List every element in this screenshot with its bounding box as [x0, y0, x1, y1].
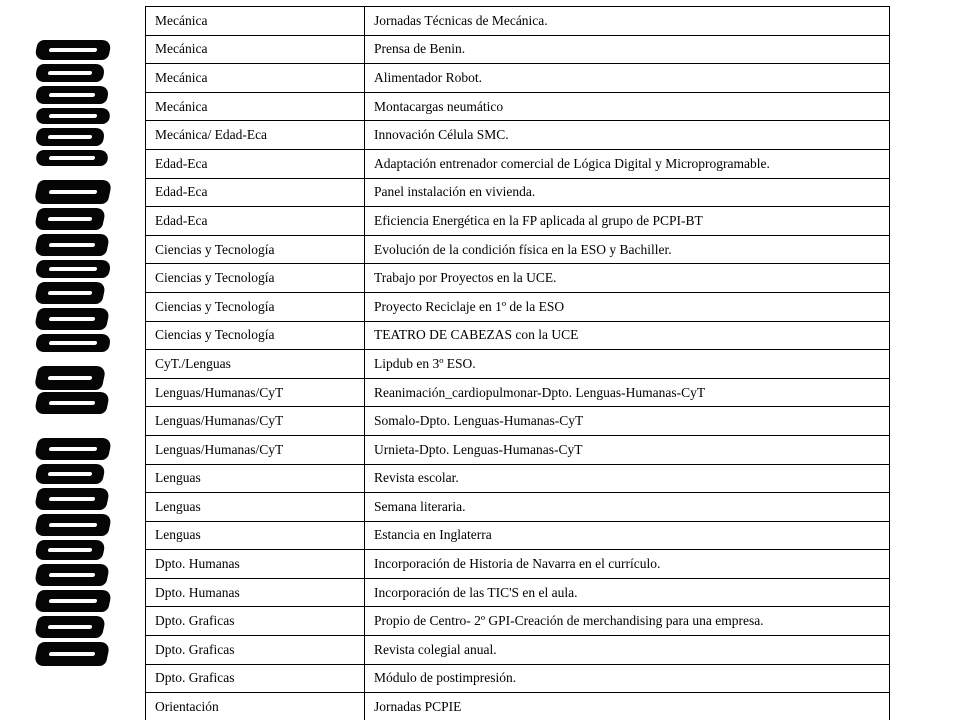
project-cell: Revista escolar.	[365, 464, 890, 493]
project-cell: Panel instalación en vivienda.	[365, 178, 890, 207]
department-cell: Dpto. Humanas	[146, 550, 365, 579]
project-cell: Lipdub en 3º ESO.	[365, 350, 890, 379]
table-row	[146, 235, 890, 264]
department-cell: Ciencias y Tecnología	[146, 235, 365, 264]
table-row	[146, 636, 890, 665]
department-cell: Dpto. Graficas	[146, 636, 365, 665]
table-row	[146, 521, 890, 550]
wordart-glyph	[34, 108, 111, 124]
table-row	[146, 7, 890, 36]
department-cell: Ciencias y Tecnología	[146, 321, 365, 350]
wordart-glyph	[34, 392, 111, 414]
department-cell: Mecánica	[146, 92, 365, 121]
table-row	[146, 407, 890, 436]
project-cell: TEATRO DE CABEZAS con la UCE	[365, 321, 890, 350]
project-cell: Evolución de la condición física en la ESO y Bachiller.	[365, 235, 890, 264]
table-row	[146, 121, 890, 150]
project-cell: Proyecto Reciclaje en 1º de la ESO	[365, 292, 890, 321]
project-cell: Innovación Célula SMC.	[365, 121, 890, 150]
wordart-glyph	[34, 616, 107, 638]
department-cell: Lenguas	[146, 521, 365, 550]
wordart-glyph	[33, 366, 106, 390]
project-cell: Estancia en Inglaterra	[365, 521, 890, 550]
table-row	[146, 435, 890, 464]
wordart-glyph	[34, 260, 112, 278]
wordart-glyph	[34, 150, 109, 166]
project-cell: Semana literaria.	[365, 493, 890, 522]
table-row	[146, 178, 890, 207]
wordart-glyph	[34, 564, 111, 586]
table-row	[146, 35, 890, 64]
department-cell: Mecánica	[146, 7, 365, 36]
department-cell: Ciencias y Tecnología	[146, 264, 365, 293]
table-row	[146, 292, 890, 321]
project-cell: Prensa de Benin.	[365, 35, 890, 64]
department-cell: Dpto. Graficas	[146, 664, 365, 693]
wordart-glyph	[34, 128, 106, 146]
wordart-glyph	[33, 642, 110, 666]
decorative-vertical-wordart	[36, 40, 122, 666]
department-cell: Lenguas	[146, 464, 365, 493]
department-cell: Mecánica/ Edad-Eca	[146, 121, 365, 150]
table-row	[146, 92, 890, 121]
wordart-glyph	[34, 234, 111, 256]
table-row	[146, 264, 890, 293]
project-cell: Urnieta-Dpto. Lenguas-Humanas-CyT	[365, 435, 890, 464]
project-cell: Trabajo por Proyectos en la UCE.	[365, 264, 890, 293]
wordart-glyph	[34, 334, 112, 352]
table-row	[146, 664, 890, 693]
wordart-glyph	[34, 464, 106, 484]
wordart-glyph	[33, 180, 112, 204]
department-cell: Mecánica	[146, 35, 365, 64]
project-cell: Propio de Centro- 2º GPI-Creación de merchandising para una empresa.	[365, 607, 890, 636]
wordart-glyph	[34, 438, 113, 460]
table-row	[146, 693, 890, 720]
wordart-glyph	[34, 540, 106, 560]
wordart-glyph	[34, 308, 111, 330]
projects-table-body	[146, 7, 890, 720]
project-cell: Eficiencia Energética en la FP aplicada al grupo de PCPI-BT	[365, 207, 890, 236]
table-row	[146, 149, 890, 178]
project-cell: Jornadas PCPIE	[365, 693, 890, 720]
wordart-glyph	[34, 86, 110, 104]
table-row	[146, 578, 890, 607]
table-row	[146, 464, 890, 493]
table-row	[146, 350, 890, 379]
department-cell: Lenguas/Humanas/CyT	[146, 378, 365, 407]
project-cell: Incorporación de Historia de Navarra en el currículo.	[365, 550, 890, 579]
department-cell: Lenguas/Humanas/CyT	[146, 435, 365, 464]
table-row	[146, 207, 890, 236]
wordart-glyph	[34, 64, 106, 82]
project-cell: Módulo de postimpresión.	[365, 664, 890, 693]
project-cell: Incorporación de las TIC'S en el aula.	[365, 578, 890, 607]
projects-table	[145, 6, 890, 720]
department-cell: Edad-Eca	[146, 149, 365, 178]
department-cell: CyT./Lenguas	[146, 350, 365, 379]
project-cell: Jornadas Técnicas de Mecánica.	[365, 7, 890, 36]
project-cell: Adaptación entrenador comercial de Lógica Digital y Microprogramable.	[365, 149, 890, 178]
project-cell: Somalo-Dpto. Lenguas-Humanas-CyT	[365, 407, 890, 436]
department-cell: Edad-Eca	[146, 178, 365, 207]
department-cell: Dpto. Graficas	[146, 607, 365, 636]
wordart-glyph	[34, 514, 113, 536]
table-row	[146, 64, 890, 93]
wordart-glyph	[34, 590, 113, 612]
department-cell: Ciencias y Tecnología	[146, 292, 365, 321]
department-cell: Dpto. Humanas	[146, 578, 365, 607]
project-cell: Alimentador Robot.	[365, 64, 890, 93]
department-cell: Lenguas	[146, 493, 365, 522]
project-cell: Reanimación_cardiopulmonar-Dpto. Lenguas-Humanas-CyT	[365, 378, 890, 407]
department-cell: Mecánica	[146, 64, 365, 93]
project-cell: Montacargas neumático	[365, 92, 890, 121]
department-cell: Orientación	[146, 693, 365, 720]
wordart-glyph	[34, 208, 107, 230]
table-row	[146, 607, 890, 636]
department-cell: Edad-Eca	[146, 207, 365, 236]
table-row	[146, 378, 890, 407]
table-row	[146, 550, 890, 579]
wordart-glyph	[34, 282, 107, 304]
table-row	[146, 493, 890, 522]
project-cell: Revista colegial anual.	[365, 636, 890, 665]
table-row	[146, 321, 890, 350]
department-cell: Lenguas/Humanas/CyT	[146, 407, 365, 436]
wordart-glyph	[34, 40, 112, 60]
wordart-glyph	[34, 488, 111, 510]
